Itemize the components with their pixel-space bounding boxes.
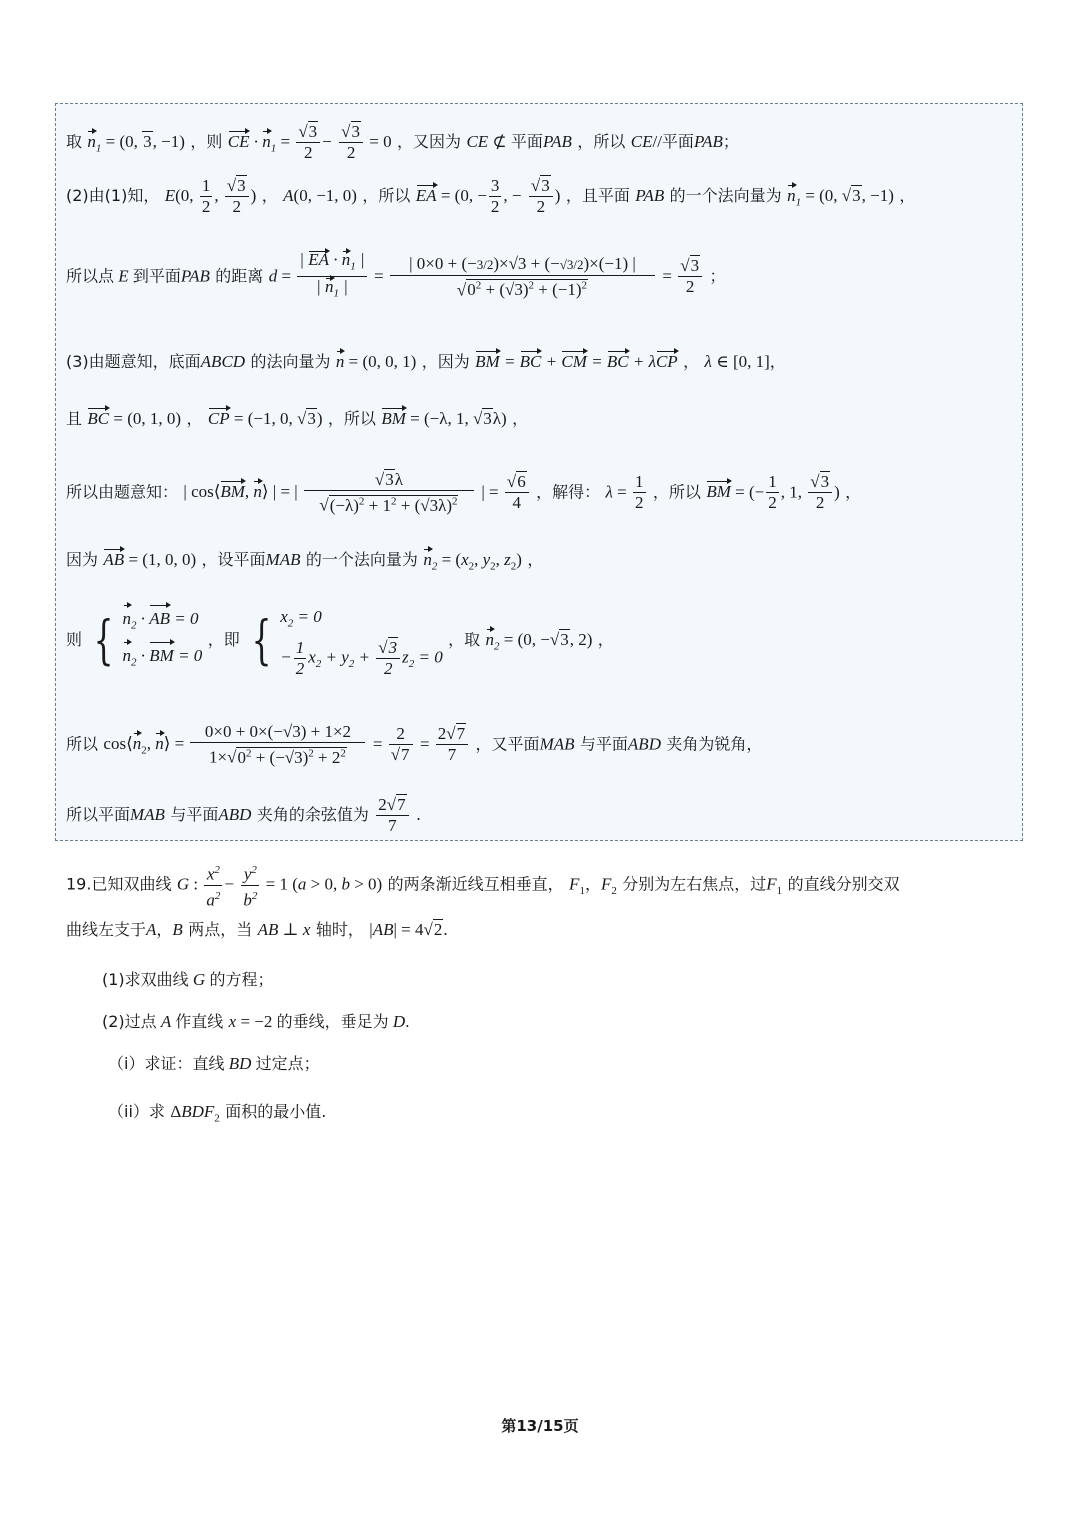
problem-19-question-2ii: （ii）求 $\Delta BDF_2$ 面积的最小值. [108, 1102, 327, 1125]
solution-distance-line: 所以点 E 到平面PAB 的距离 d = $\frac{| EA \cdot n_1 |}{| n_1 |}$ = $\frac{| 0\times 0 + (-3/2)\times√3 + (-√3/2)\times(-1) |}{√0^2 + (√3)^2 + (-1)^2}$ = $\frac{√3}{2}$ ； [66, 250, 726, 300]
problem-19-question-1: (1)求双曲线 G 的方程； [102, 970, 274, 989]
solution-system-line: 则 { $n_2$ · AB = 0 $n_2$ · BM = 0 ，即 { $x_2 = 0$ − $\frac{1}{2}$ $x_2 + y_2$ + $\frac{√3}{2}$ $z_2 = 0$ ，取 $n_2 = (0$, −√3, 2) ， [66, 602, 614, 679]
solution-cos-line: 所以 $\cos⟨n_2$, n⟩ = $\frac{0\times 0 + 0\times(-√3) + 1\times 2}{1\times√0^2 + (-√3)^2 + 2^2}$ = $\frac{2}{√7}$ = $\frac{2√7}{7}$ ，又平面MAB 与平面ABD 夹角为锐角， [66, 722, 763, 767]
solution-conclusion-line: 所以平面MAB 与平面ABD 夹角的余弦值为 $\frac{2√7}{7}$ . [66, 795, 422, 835]
solution-part3-line-1: (3)由题意知，底面ABCD 的法向量为 n = (0, 0, 1) ，因为 BM = BC + CM = BC + λCP ， λ ∈ [0, 1]， [66, 350, 786, 374]
solution-line-1: 取 $n_1 = (0$, 3, −1) ，则 CE · $n_1$ = $\frac{√3}{2}$ − $\frac{√3}{2}$ = 0 ，又因为 CE ⊄ 平面PAB ，所以 CE//平面PAB； [66, 122, 739, 162]
problem-19-question-2i: （i）求证：直线 BD 过定点； [108, 1054, 320, 1073]
problem-19-line-1: 19.已知双曲线 G : $\frac{x^2}{a^2}$ − $\frac{y^2}{b^2}$ = 1 (a > 0, b > 0) 的两条渐近线互相垂直， $F_1$，$F_2$ 分别为左右焦点，过$F_1$ 的直线分别交双 [66, 860, 900, 910]
solution-line-2: (2)由(1)知， E(0, $\frac{1}{2}$ , $\frac{√3}{2}$ ) ， A(0, −1, 0) ，所以 EA = (0, − $\frac{3}{2}$ , − $\frac{√3}{2}$ ) ，且平面 PAB 的一个法向量为 $n_1 = (0$, √3, −1) ， [66, 176, 916, 216]
solution-part3-line-4: 因为 AB = (1, 0, 0) ，设平面MAB 的一个法向量为 $n_2 = (x_2$, $y_2$, $z_2$) ， [66, 550, 544, 573]
problem-19-line-2: 曲线左支于A，B 两点，当 AB ⊥ x 轴时， |AB| = 4√2. [66, 920, 448, 939]
solution-part3-line-3: 所以由题意知： | cos⟨BM, n⟩ | = | $\frac{√3\lambda}{√(-\lambda)^2 + 1^2 + (√3\lambda)^2}$ | = $\frac{√6}{4}$ ，解得： λ = $\frac{1}{2}$ ，所以 BM = (− $\frac{1}{2}$ , 1, $\frac{√3}{2}$ ) ， [66, 470, 862, 515]
problem-19-question-2: (2)过点 A 作直线 x = −2 的垂线，垂足为 D. [102, 1012, 410, 1031]
solution-part3-line-2: 且 BC = (0, 1, 0) ， CP = (−1, 0, √3) ，所以 BM = (−λ, 1, √3λ) ， [66, 407, 528, 431]
page-number: 第13/15页 [501, 1417, 579, 1435]
